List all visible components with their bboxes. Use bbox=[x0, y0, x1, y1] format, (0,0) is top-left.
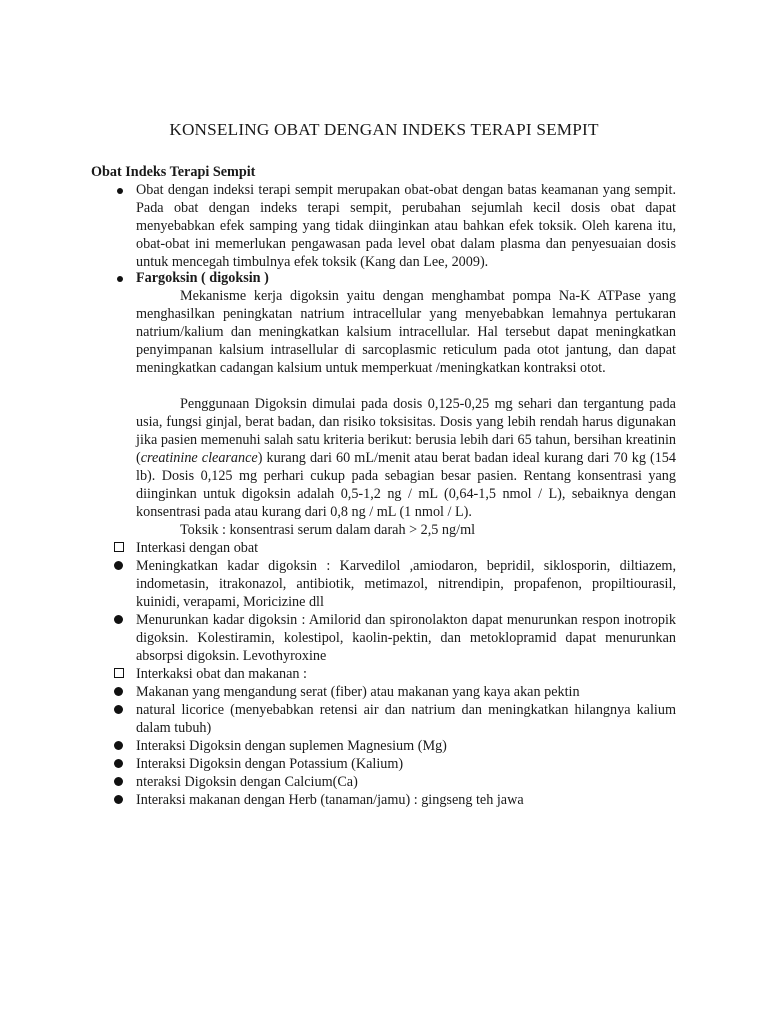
menurunkan-text: Menurunkan kadar digoksin : Amilorid dan spironolakton dapat menurunkan respon inotropik digoksin. Kolestiramin, kolestipol, kaolin-pektin, dan metoklopramid dapat menurunkan absorpsi digoksin. Levothyroxine bbox=[136, 612, 676, 664]
meningkatkan-paragraph bbox=[136, 557, 676, 611]
penggunaan-part1: Penggunaan Digoksin dimulai pada dosis 0,125-0,25 mg sehari dan tergantung pada usia, fungsi ginjal, berat badan, dan risiko toksisitas. Dosis yang lebih rendah harus digunakan jika pasien memenuhi salah satu kriteria berikut: berusia lebih dari 65 tahun, bersihan kreatinin ( bbox=[136, 396, 676, 466]
penggunaan-text bbox=[136, 395, 676, 521]
bullet-dot bbox=[113, 269, 127, 287]
bullet-dot bbox=[111, 791, 125, 809]
mekanisme-text: Mekanisme kerja digoksin yaitu dengan menghambat pompa Na-K ATPase yang menghasilkan peningkatan natrium intracellular yang menyebabkan lemahnya pertukaran natrium/kalium dan meningkatkan kalsium intracellular. Hal tersebut dapat meningkatkan penyimpanan kalsium intrasellular di sarcoplasmic reticulum pada otot jantung, dan dapat meningkatkan cadangan kalsium untuk memperkuat /meningkatkan kontraksi otot. bbox=[136, 288, 676, 376]
page-title: KONSELING OBAT DENGAN INDEKS TERAPI SEMPIT bbox=[169, 120, 599, 139]
bullet-dot bbox=[111, 773, 125, 791]
makanan-item bbox=[136, 701, 676, 737]
bullet-dot bbox=[111, 737, 125, 755]
section-heading: Obat Indeks Terapi Sempit bbox=[91, 164, 256, 180]
penggunaan-italic: creatinine clearance bbox=[140, 450, 258, 466]
intro-text: Obat dengan indeksi terapi sempit merupakan obat-obat dengan batas keamanan yang sempit. Pada obat dengan indeks terapi sempit, perubahan sejumlah kecil dosis obat dapat menyebabkan efek samping yang tidak diinginkan atau bahkan efek toksik. Oleh karena itu, obat-obat ini memerlukan pengawasan pada level obat dalam plasma dan penyesuaian dosis untuk mencegah timbulnya efek toksik (Kang dan Lee, 2009). bbox=[136, 182, 676, 270]
checkbox-icon bbox=[112, 665, 126, 683]
mekanisme-paragraph bbox=[136, 287, 676, 377]
penggunaan-part2: ) kurang dari 60 mL/menit atau berat badan ideal kurang dari 70 kg (154 lb). Dosis 0,125 mg perhari cukup pada sebagian besar pasien. Rentang konsentrasi yang diinginkan untuk digoksin adalah 0,5-1,2 ng / mL (0,64-1,5 nmol / L), sebaiknya dengan konsentrasi pada atau kurang dari 0,8 ng / mL (1 nmol / L). bbox=[136, 450, 676, 520]
makanan-item: Interaksi makanan dengan Herb (tanaman/jamu) : gingseng teh jawa bbox=[136, 792, 524, 808]
menurunkan-paragraph bbox=[136, 611, 676, 665]
toksik-line: Toksik : konsentrasi serum dalam darah > 2,5 ng/ml bbox=[180, 522, 476, 538]
bullet-dot bbox=[111, 683, 125, 701]
fargoksin-heading: Fargoksin ( digoksin ) bbox=[136, 270, 269, 286]
penggunaan-paragraph bbox=[136, 395, 676, 521]
makanan-item: nteraksi Digoksin dengan Calcium(Ca) bbox=[136, 774, 358, 790]
interaksi-makanan-heading: Interkaksi obat dan makanan : bbox=[136, 666, 307, 682]
meningkatkan-text: Meningkatkan kadar digoksin : Karvedilol ,amiodaron, bepridil, siklosporin, diltiazem, indometasin, itrakonazol, antibiotik, metimazol, nitrendipin, propafenon, propiltiourasil, kuinidi, verapami, Moricizine dll bbox=[136, 558, 676, 610]
makanan-item: Interaksi Digoksin dengan suplemen Magnesium (Mg) bbox=[136, 738, 447, 754]
makanan-item: Makanan yang mengandung serat (fiber) atau makanan yang kaya akan pektin bbox=[136, 684, 580, 700]
makanan-item-text: natural licorice (menyebabkan retensi air dan natrium dan meningkatkan hilangnya kalium dalam tubuh) bbox=[136, 702, 676, 736]
bullet-dot bbox=[113, 181, 127, 199]
bullet-dot bbox=[111, 755, 125, 773]
intro-paragraph bbox=[136, 181, 676, 271]
checkbox-icon bbox=[112, 539, 126, 557]
bullet-dot bbox=[111, 557, 125, 575]
bullet-dot bbox=[111, 611, 125, 629]
bullet-dot bbox=[111, 701, 125, 719]
interaksi-obat-heading: Interkasi dengan obat bbox=[136, 540, 259, 556]
makanan-item: Interaksi Digoksin dengan Potassium (Kalium) bbox=[136, 756, 404, 772]
